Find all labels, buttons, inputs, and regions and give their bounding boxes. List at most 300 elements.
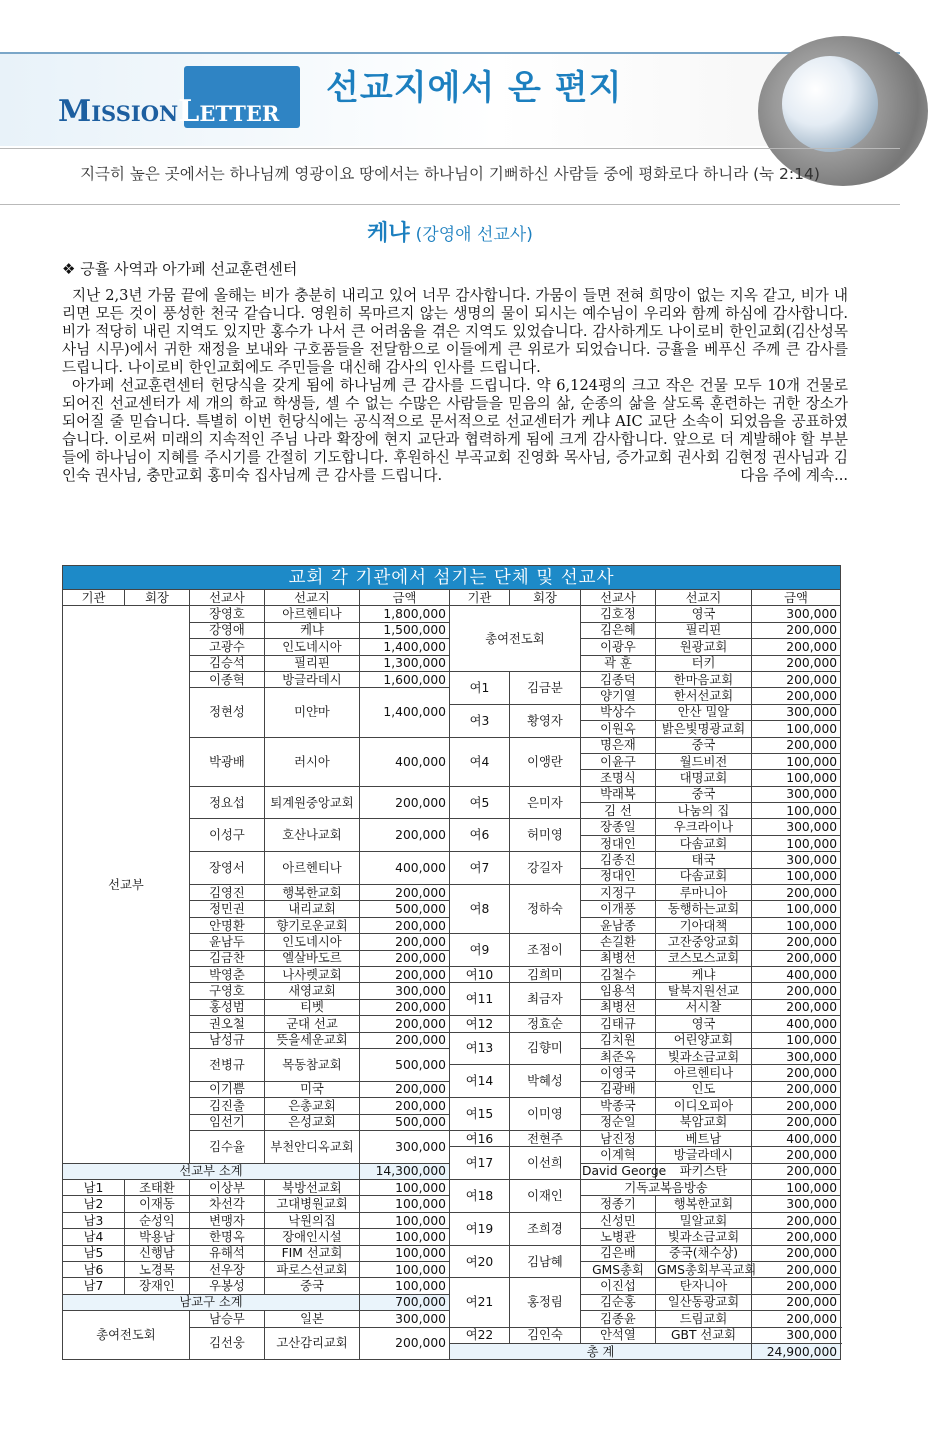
missionary-name: 김진출 bbox=[190, 1098, 265, 1114]
mission-field: 고대병원교회 bbox=[265, 1196, 360, 1212]
missionary-name: 정순일 bbox=[581, 1114, 656, 1130]
missionary-name: 임용석 bbox=[581, 983, 656, 999]
missionary-name: 김호정 bbox=[581, 606, 656, 622]
missionary-name: 남성규 bbox=[190, 1032, 265, 1048]
missionary-name: 김승석 bbox=[190, 655, 265, 671]
group-code: 남7 bbox=[63, 1278, 125, 1294]
mission-field: 낙원의집 bbox=[265, 1212, 360, 1228]
paragraph: 지난 2,3년 가뭄 끝에 올해는 비가 충분히 내리고 있어 너무 감사합니다. 가뭄이 들면 전혀 희망이 없는 지옥 같고, 비가 내리면 모든 것이 풍성한 천국 같습니다. 영원히 목마르지 않는 생명의 물이 되시는 예수님이 우리와 함께 하심에 감사합니다. 비가 적당히 내린 지역도 있지만 홍수가 나서 큰 어려움을 겪은 지역도 있었습니다. 감사하게도 나이로비 한인교회(김산성목사님 시무)에서 귀한 재정을 보내와 구호품들을 전달함으로 이들에게 큰 위로가 되었습니다. 긍휼을 베푸신 주께 큰 감사를 드립니다. 나이로비 한인교회에도 주민들을 대신해 감사의 인사를 드립니다. bbox=[62, 287, 848, 376]
mission-field: 빛과소금교회 bbox=[656, 1048, 752, 1064]
missionary-name: 이광우 bbox=[581, 639, 656, 655]
group-label: 총여전도회 bbox=[63, 1311, 190, 1360]
missionary-name: 손길환 bbox=[581, 934, 656, 950]
subtotal-label: 선교부 소계 bbox=[63, 1163, 360, 1179]
amount: 1,400,000 bbox=[360, 639, 450, 655]
column-header: 선교지 bbox=[265, 590, 360, 606]
missionary-name: 김종덕 bbox=[581, 671, 656, 687]
mission-field: 인도네시아 bbox=[265, 934, 360, 950]
amount: 200,000 bbox=[752, 1294, 841, 1310]
missionary-name: 장영서 bbox=[190, 852, 265, 885]
amount: 300,000 bbox=[752, 1048, 841, 1064]
missionary-name: 노병관 bbox=[581, 1229, 656, 1245]
president: 조점이 bbox=[510, 934, 581, 967]
amount: 200,000 bbox=[360, 1016, 450, 1032]
amount: 200,000 bbox=[752, 999, 841, 1015]
subtotal-amount: 700,000 bbox=[360, 1294, 450, 1310]
amount: 300,000 bbox=[752, 819, 841, 835]
missionary-name: 안석열 bbox=[581, 1327, 656, 1343]
mission-field: 태국 bbox=[656, 852, 752, 868]
missionary-name: 이윤구 bbox=[581, 753, 656, 769]
mission-field: 향기로운교회 bbox=[265, 917, 360, 933]
section-heading: ❖ 긍휼 사역과 아가페 선교훈련센터 bbox=[62, 260, 298, 278]
missionary-name: 김순홍 bbox=[581, 1294, 656, 1310]
amount: 100,000 bbox=[752, 770, 841, 786]
mission-field: GBT 선교회 bbox=[656, 1327, 752, 1343]
group-code: 여17 bbox=[450, 1147, 510, 1180]
amount: 100,000 bbox=[752, 721, 841, 737]
missionary-name: 정민권 bbox=[190, 901, 265, 917]
mission-field: 뜻을세운교회 bbox=[265, 1032, 360, 1048]
mission-field: 빛과소금교회 bbox=[656, 1229, 752, 1245]
president: 최금자 bbox=[510, 983, 581, 1016]
mission-field: 방글라데시 bbox=[265, 671, 360, 687]
mission-field: 행복한교회 bbox=[656, 1196, 752, 1212]
group-code: 여4 bbox=[450, 737, 510, 786]
missionary-name: 구영호 bbox=[190, 983, 265, 999]
mission-field: 장애인시설 bbox=[265, 1229, 360, 1245]
amount: 200,000 bbox=[752, 1245, 841, 1261]
group-code: 여5 bbox=[450, 786, 510, 819]
missionary-name: 우봉성 bbox=[190, 1278, 265, 1294]
amount: 200,000 bbox=[752, 1098, 841, 1114]
missionary-name: 양기열 bbox=[581, 688, 656, 704]
missionary-name: 이상부 bbox=[190, 1180, 265, 1196]
amount: 100,000 bbox=[752, 901, 841, 917]
group-code: 여7 bbox=[450, 852, 510, 885]
amount: 200,000 bbox=[752, 983, 841, 999]
globe-icon bbox=[740, 56, 900, 148]
president: 은미자 bbox=[510, 786, 581, 819]
missionary-name: 최병선 bbox=[581, 999, 656, 1015]
amount: 1,400,000 bbox=[360, 688, 450, 737]
missionary-support-table bbox=[62, 565, 841, 1360]
column-header: 기관 bbox=[63, 590, 125, 606]
column-header: 선교사 bbox=[190, 590, 265, 606]
mission-field: 나사렛교회 bbox=[265, 966, 360, 982]
mission-field: 탈북지원선교 bbox=[656, 983, 752, 999]
missionary-name: 윤남두 bbox=[190, 934, 265, 950]
group-code: 남6 bbox=[63, 1262, 125, 1278]
amount: 500,000 bbox=[360, 901, 450, 917]
subtotal-label: 남교구 소계 bbox=[63, 1294, 360, 1310]
amount: 200,000 bbox=[752, 671, 841, 687]
missionary-name: David George bbox=[582, 1164, 667, 1179]
mission-field: 군대 선교 bbox=[265, 1016, 360, 1032]
amount: 100,000 bbox=[752, 1032, 841, 1048]
mission-field: 필리핀 bbox=[265, 655, 360, 671]
missionary-name: 이진섭 bbox=[581, 1278, 656, 1294]
mission-field: 파로스선교회 bbox=[265, 1262, 360, 1278]
mission-field: 케냐 bbox=[656, 966, 752, 982]
group-code: 여1 bbox=[450, 671, 510, 704]
missionary-name: 최준옥 bbox=[581, 1048, 656, 1064]
mission-field: 방글라데시 bbox=[656, 1147, 752, 1163]
mission-field: 영국 bbox=[656, 1016, 752, 1032]
missionary-name: 이종혁 bbox=[190, 671, 265, 687]
amount: 1,800,000 bbox=[360, 606, 450, 622]
amount: 200,000 bbox=[752, 1311, 841, 1327]
president: 조희경 bbox=[510, 1212, 581, 1245]
amount: 100,000 bbox=[752, 1180, 841, 1196]
group-code: 여3 bbox=[450, 704, 510, 737]
missionary-name: 정대인 bbox=[581, 835, 656, 851]
amount: 200,000 bbox=[752, 1147, 841, 1163]
missionary-name: 한명옥 bbox=[190, 1229, 265, 1245]
amount: 200,000 bbox=[752, 1278, 841, 1294]
group-code: 여15 bbox=[450, 1098, 510, 1131]
mission-field: FIM 선교회 bbox=[265, 1245, 360, 1261]
amount: 200,000 bbox=[360, 1081, 450, 1097]
bible-verse: 지극히 높은 곳에서는 하나님께 영광이요 땅에서는 하나님이 기뻐하신 사람들 중에 평화로다 하니라 (눅 2:14) bbox=[80, 165, 820, 183]
amount: 200,000 bbox=[752, 1163, 841, 1179]
amount: 100,000 bbox=[752, 917, 841, 933]
amount: 100,000 bbox=[360, 1180, 450, 1196]
group-code: 여9 bbox=[450, 934, 510, 967]
mission-field: 중국 bbox=[656, 786, 752, 802]
divider bbox=[0, 148, 900, 149]
group-code: 여14 bbox=[450, 1065, 510, 1098]
missionary-name: 김선웅 bbox=[190, 1327, 265, 1360]
mission-field: 목동참교회 bbox=[265, 1048, 360, 1081]
group-label: 선교부 bbox=[63, 606, 190, 1163]
missionary-name: 김태규 bbox=[581, 1016, 656, 1032]
mission-field: 아르헨티나 bbox=[656, 1065, 752, 1081]
group-code: 여19 bbox=[450, 1212, 510, 1245]
president: 허미영 bbox=[510, 819, 581, 852]
mission-field: 고산감리교회 bbox=[265, 1327, 360, 1360]
mission-field: 중국 bbox=[265, 1278, 360, 1294]
mission-field: 드림교회 bbox=[656, 1311, 752, 1327]
president: 순성익 bbox=[125, 1212, 190, 1228]
amount: 100,000 bbox=[360, 1245, 450, 1261]
group-code: 여16 bbox=[450, 1130, 510, 1146]
missionary-name: 곽 훈 bbox=[581, 655, 656, 671]
missionary-name: 김 선 bbox=[581, 803, 656, 819]
group-code: 남5 bbox=[63, 1245, 125, 1261]
table-row bbox=[63, 1245, 841, 1261]
mission-field: 북암교회 bbox=[656, 1114, 752, 1130]
president: 전현주 bbox=[510, 1130, 581, 1146]
amount: 200,000 bbox=[752, 737, 841, 753]
amount: 200,000 bbox=[752, 1114, 841, 1130]
president: 노경목 bbox=[125, 1262, 190, 1278]
amount: 100,000 bbox=[360, 1262, 450, 1278]
missionary-name: 유해석 bbox=[190, 1245, 265, 1261]
mission-field: 은총교회 bbox=[265, 1098, 360, 1114]
article-title: 케냐 (강영애 선교사) bbox=[367, 221, 533, 246]
missionary-name: 이개풍 bbox=[581, 901, 656, 917]
missionary-name: 안명환 bbox=[190, 917, 265, 933]
president: 조태환 bbox=[125, 1180, 190, 1196]
group-code: 여20 bbox=[450, 1245, 510, 1278]
amount: 200,000 bbox=[752, 1081, 841, 1097]
mission-field: 월드비전 bbox=[656, 753, 752, 769]
amount: 200,000 bbox=[360, 786, 450, 819]
mission-field: 티벳 bbox=[265, 999, 360, 1015]
amount: 200,000 bbox=[360, 1098, 450, 1114]
missionary-name: 김은혜 bbox=[581, 622, 656, 638]
mission-field: 러시아 bbox=[265, 737, 360, 786]
missionary-name: 남진정 bbox=[581, 1130, 656, 1146]
amount: 200,000 bbox=[752, 934, 841, 950]
amount: 200,000 bbox=[752, 885, 841, 901]
president: 김남혜 bbox=[510, 1245, 581, 1278]
missionary-name: 권오철 bbox=[190, 1016, 265, 1032]
president: 이선희 bbox=[510, 1147, 581, 1180]
amount: 200,000 bbox=[752, 622, 841, 638]
missionary-name: 박래복 bbox=[581, 786, 656, 802]
amount: 500,000 bbox=[360, 1114, 450, 1130]
missionary-name: 김금찬 bbox=[190, 950, 265, 966]
column-header: 기관 bbox=[450, 590, 510, 606]
missionary-name: 강영애 bbox=[190, 622, 265, 638]
mission-field: 미국 bbox=[265, 1081, 360, 1097]
missionary-name: 변맹자 bbox=[190, 1212, 265, 1228]
total-amount: 24,900,000 bbox=[752, 1343, 841, 1359]
table-row bbox=[63, 606, 841, 622]
missionary-name: 정종기 bbox=[581, 1196, 656, 1212]
group-code: 여10 bbox=[450, 966, 510, 982]
amount: 100,000 bbox=[752, 753, 841, 769]
president: 김금분 bbox=[510, 671, 581, 704]
amount: 300,000 bbox=[752, 606, 841, 622]
mission-field: 중국(채수상) bbox=[656, 1245, 752, 1261]
amount: 300,000 bbox=[752, 852, 841, 868]
mission-field: 필리핀 bbox=[656, 622, 752, 638]
amount: 200,000 bbox=[752, 950, 841, 966]
group-label: 총여전도회 bbox=[450, 606, 581, 672]
amount: 500,000 bbox=[360, 1048, 450, 1081]
missionary-name: 임선기 bbox=[190, 1114, 265, 1130]
mission-field: 기독교복음방송 bbox=[581, 1180, 752, 1196]
group-code: 여22 bbox=[450, 1327, 510, 1343]
total-label: 총 계 bbox=[450, 1343, 752, 1359]
amount: 100,000 bbox=[360, 1212, 450, 1228]
amount: 200,000 bbox=[752, 1065, 841, 1081]
missionary-name: 정현성 bbox=[190, 688, 265, 737]
group-code: 여11 bbox=[450, 983, 510, 1016]
mission-field: 인도네시아 bbox=[265, 639, 360, 655]
mission-field: 부천안디옥교회 bbox=[265, 1130, 360, 1163]
missionary-name: 신성민 bbox=[581, 1212, 656, 1228]
president: 이재동 bbox=[125, 1196, 190, 1212]
president: 김향미 bbox=[510, 1032, 581, 1065]
mission-field: 이디오피아 bbox=[656, 1098, 752, 1114]
group-code: 여8 bbox=[450, 885, 510, 934]
missionary-name: 이원옥 bbox=[581, 721, 656, 737]
mission-field: 코스모스교회 bbox=[656, 950, 752, 966]
mission-field: GMS총회부곡교회 bbox=[657, 1262, 757, 1277]
mission-field: 밀알교회 bbox=[656, 1212, 752, 1228]
amount: 400,000 bbox=[360, 852, 450, 885]
column-header: 선교지 bbox=[656, 590, 752, 606]
paragraph: 아가페 선교훈련센터 헌당식을 갖게 됨에 하나님께 큰 감사를 드립니다. 약 6,124평의 크고 작은 건물 모두 10개 건물로 되어진 선교센터가 세 개의 학교 학생들, 셀 수 없는 수많은 사람들을 믿음의 삶, 순종의 삶을 살도록 훈련하는 귀한 장소가 되어질 줄 믿습니다. 특별히 이번 헌당식에는 공식적으로 문서적으로 선교센터가 케냐 AIC 교단 소속이 되었음을 공표하였습니다. 이로써 미래의 지속적인 주님 나라 확장에 현지 교단과 협력하게 됨에 크게 감사합니다. 앞으로 더 계발해야 할 부분들에 하나님이 지혜를 주시기를 간절히 기도합니다. 후원하신 부곡교회 진영화 목사님, 증가교회 권사회 김현정 권사님과 김인숙 권사님, 충만교회 홍미숙 집사님께 큰 감사를 드립니다. bbox=[62, 377, 848, 484]
missionary-name: 차선각 bbox=[190, 1196, 265, 1212]
amount: 200,000 bbox=[360, 950, 450, 966]
missionary-name: 남승무 bbox=[190, 1311, 265, 1327]
table-row bbox=[63, 1180, 841, 1196]
mission-field: 아르헨티나 bbox=[265, 606, 360, 622]
amount: 200,000 bbox=[360, 934, 450, 950]
mission-field: 영국 bbox=[656, 606, 752, 622]
missionary-name: 이성구 bbox=[190, 819, 265, 852]
president: 장재인 bbox=[125, 1278, 190, 1294]
missionary-name: 지정구 bbox=[581, 885, 656, 901]
mission-field: 동행하는교회 bbox=[656, 901, 752, 917]
amount: 200,000 bbox=[752, 1262, 841, 1278]
amount: 200,000 bbox=[752, 655, 841, 671]
president: 황영자 bbox=[510, 704, 581, 737]
mission-field: 고잔중앙교회 bbox=[656, 934, 752, 950]
mission-field: 미얀마 bbox=[265, 688, 360, 737]
missionary-name: 이영국 bbox=[581, 1065, 656, 1081]
mission-field: 밝은빛명광교회 bbox=[656, 721, 752, 737]
mission-field: 루마니아 bbox=[656, 885, 752, 901]
missionary-name: 윤남종 bbox=[581, 917, 656, 933]
table-row bbox=[63, 1212, 841, 1228]
mission-field: 기아대책 bbox=[656, 917, 752, 933]
mission-field: 퇴계원중앙교회 bbox=[265, 786, 360, 819]
mission-field: 서시찰 bbox=[656, 999, 752, 1015]
missionary-name: 조명식 bbox=[581, 770, 656, 786]
missionary-name: 정대인 bbox=[581, 868, 656, 884]
mission-field: 나눔의 집 bbox=[656, 803, 752, 819]
amount: 100,000 bbox=[360, 1196, 450, 1212]
missionary-name: 고광수 bbox=[190, 639, 265, 655]
column-header: 금액 bbox=[360, 590, 450, 606]
president: 이미영 bbox=[510, 1098, 581, 1131]
page-title: 선교지에서 온 편지 bbox=[326, 68, 623, 108]
missionary-name: 홍성범 bbox=[190, 999, 265, 1015]
missionary-name: 장영호 bbox=[190, 606, 265, 622]
mission-field: 은성교회 bbox=[265, 1114, 360, 1130]
amount: 400,000 bbox=[752, 1016, 841, 1032]
missionary-name: 박종국 bbox=[581, 1098, 656, 1114]
president: 이재인 bbox=[510, 1180, 581, 1213]
amount: 200,000 bbox=[360, 917, 450, 933]
amount: 300,000 bbox=[360, 1130, 450, 1163]
group-code: 남3 bbox=[63, 1212, 125, 1228]
mission-field: 중국 bbox=[656, 737, 752, 753]
president: 신행남 bbox=[125, 1245, 190, 1261]
president: 박혜성 bbox=[510, 1065, 581, 1098]
president: 박용남 bbox=[125, 1229, 190, 1245]
missionary-name: GMS총회 bbox=[581, 1262, 656, 1278]
amount: 200,000 bbox=[752, 1212, 841, 1228]
mission-field: 다솜교회 bbox=[656, 835, 752, 851]
mission-field: 터키 bbox=[656, 655, 752, 671]
column-header: 선교사 bbox=[581, 590, 656, 606]
mission-field: 새영교회 bbox=[265, 983, 360, 999]
amount: 200,000 bbox=[752, 1229, 841, 1245]
group-code: 남2 bbox=[63, 1196, 125, 1212]
amount: 200,000 bbox=[360, 966, 450, 982]
missionary-name: 김종진 bbox=[581, 852, 656, 868]
amount: 100,000 bbox=[752, 835, 841, 851]
missionary-name: 김치원 bbox=[581, 1032, 656, 1048]
amount: 300,000 bbox=[752, 1196, 841, 1212]
amount: 1,500,000 bbox=[360, 622, 450, 638]
mission-field: 탄자니아 bbox=[656, 1278, 752, 1294]
mission-field: 원광교회 bbox=[656, 639, 752, 655]
missionary-name: 박상수 bbox=[581, 704, 656, 720]
missionary-name: 장종일 bbox=[581, 819, 656, 835]
mission-field: 일산동광교회 bbox=[656, 1294, 752, 1310]
missionary-name: 김광배 bbox=[581, 1081, 656, 1097]
subtotal-amount: 14,300,000 bbox=[360, 1163, 450, 1179]
divider bbox=[0, 204, 900, 205]
column-header: 회장 bbox=[510, 590, 581, 606]
mission-field: 인도 bbox=[656, 1081, 752, 1097]
mission-field: 행복한교회 bbox=[265, 885, 360, 901]
president: 김희미 bbox=[510, 966, 581, 982]
president: 정하숙 bbox=[510, 885, 581, 934]
amount: 300,000 bbox=[360, 1311, 450, 1327]
amount: 200,000 bbox=[360, 1032, 450, 1048]
mission-field: 안산 밀알 bbox=[656, 704, 752, 720]
mission-field: 호산나교회 bbox=[265, 819, 360, 852]
mission-field: 베트남 bbox=[656, 1130, 752, 1146]
mission-field: 어린양교회 bbox=[656, 1032, 752, 1048]
amount: 1,300,000 bbox=[360, 655, 450, 671]
amount: 200,000 bbox=[360, 819, 450, 852]
mission-field: 케냐 bbox=[265, 622, 360, 638]
missionary-name: 김종윤 bbox=[581, 1311, 656, 1327]
group-code: 여12 bbox=[450, 1016, 510, 1032]
column-header: 금액 bbox=[752, 590, 841, 606]
mission-field: 북방선교회 bbox=[265, 1180, 360, 1196]
mission-field: 한마음교회 bbox=[656, 671, 752, 687]
group-code: 남1 bbox=[63, 1180, 125, 1196]
missionary-name: 최병선 bbox=[581, 950, 656, 966]
missionary-name: 박광배 bbox=[190, 737, 265, 786]
amount: 400,000 bbox=[752, 1130, 841, 1146]
president: 이앵란 bbox=[510, 737, 581, 786]
president: 홍정림 bbox=[510, 1278, 581, 1327]
amount: 200,000 bbox=[360, 885, 450, 901]
missionary-name: 김철수 bbox=[581, 966, 656, 982]
mission-letter-logo: MissionLetter bbox=[58, 94, 280, 129]
continued-note: 다음 주에 계속... bbox=[740, 467, 848, 484]
mission-field: 파키스탄 bbox=[656, 1163, 752, 1179]
missionary-name: 박영춘 bbox=[190, 966, 265, 982]
group-code: 남4 bbox=[63, 1229, 125, 1245]
missionary-name: 이계혁 bbox=[581, 1147, 656, 1163]
missionary-name: 김영진 bbox=[190, 885, 265, 901]
missionary-name: 이기쁨 bbox=[190, 1081, 265, 1097]
missionary-name: 정요섭 bbox=[190, 786, 265, 819]
group-code: 여18 bbox=[450, 1180, 510, 1213]
amount: 300,000 bbox=[752, 704, 841, 720]
group-code: 여21 bbox=[450, 1278, 510, 1327]
president: 정효순 bbox=[510, 1016, 581, 1032]
missionary-name: 김수율 bbox=[190, 1130, 265, 1163]
amount: 200,000 bbox=[360, 1327, 450, 1360]
table-caption: 교회 각 기관에서 섬기는 단체 및 선교사 bbox=[63, 566, 841, 590]
amount: 300,000 bbox=[752, 786, 841, 802]
amount: 400,000 bbox=[360, 737, 450, 786]
